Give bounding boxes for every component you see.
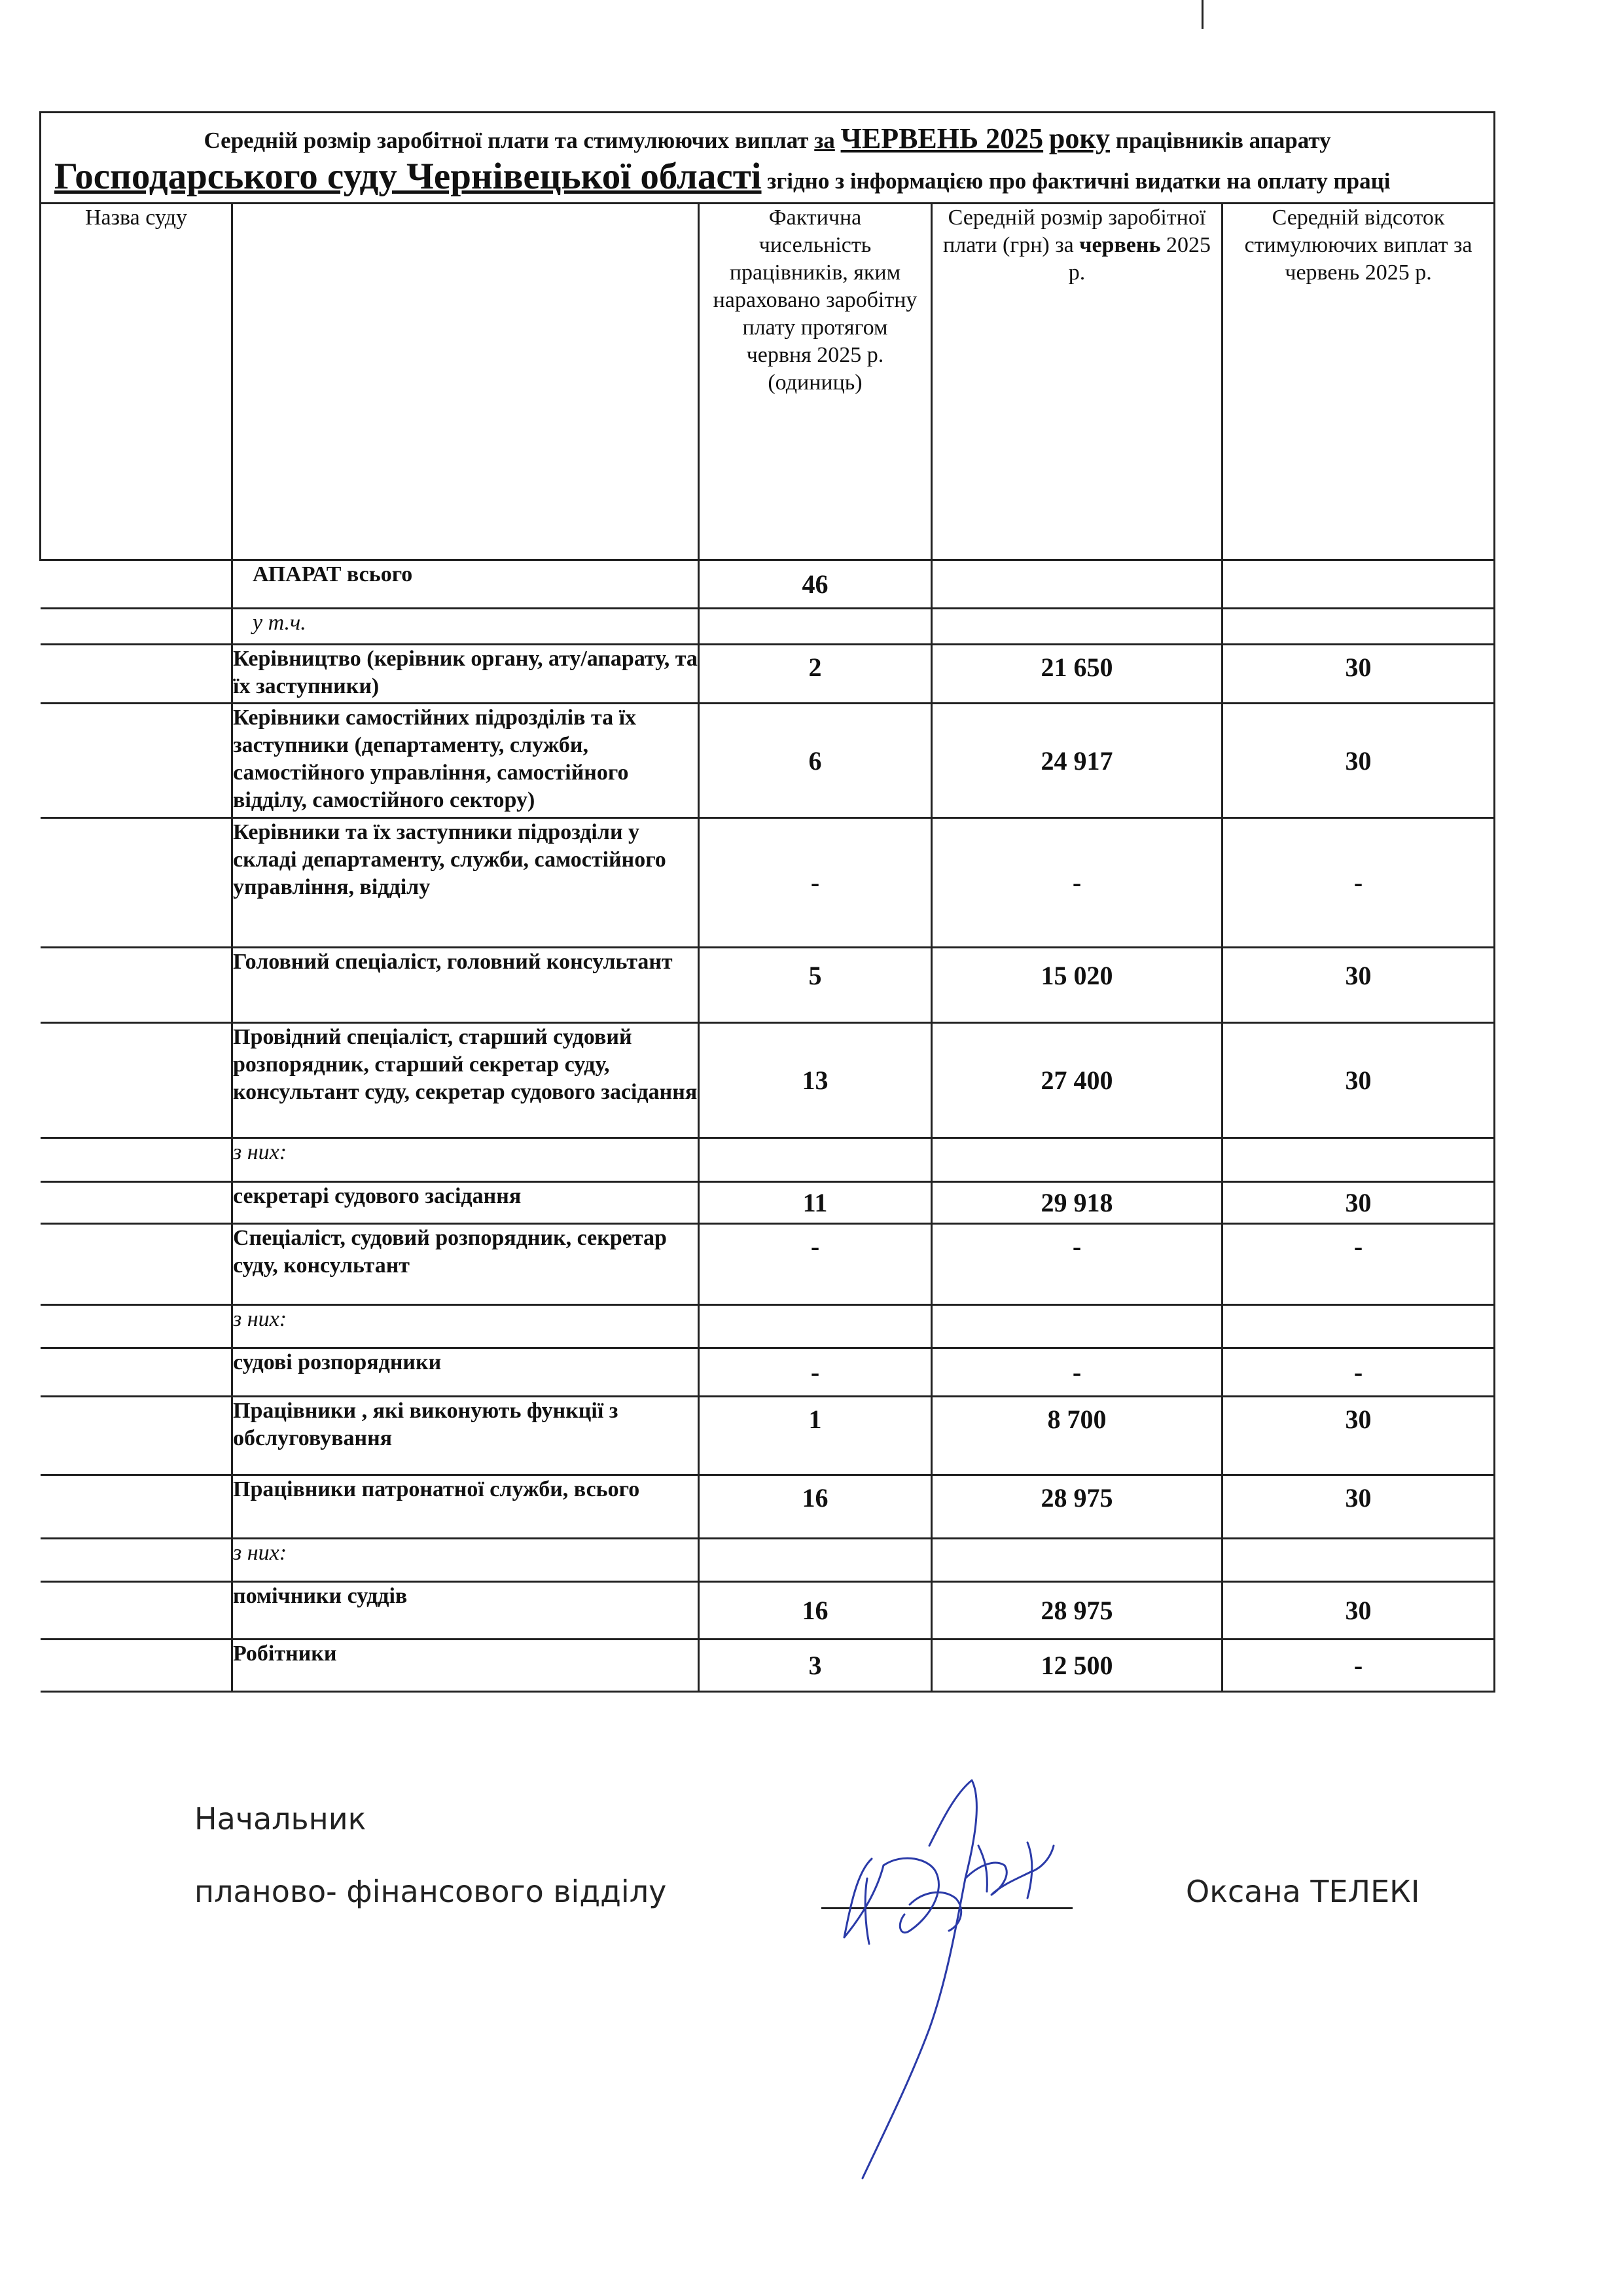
title-za: за	[814, 128, 835, 153]
title-line-1	[41, 113, 1493, 157]
row-category: Працівники , які виконують функції з обслуговування	[232, 1397, 699, 1475]
table-row	[41, 560, 1495, 609]
salary-header-prefix: Середній розмір заробітної плати (грн) за	[943, 206, 1206, 257]
court-cell	[41, 1224, 232, 1305]
table-row	[41, 645, 1495, 704]
row-salary: 28 975	[932, 1582, 1222, 1640]
row-salary	[932, 560, 1222, 609]
row-count: 16	[699, 1582, 932, 1640]
row-bonus: 30	[1222, 1397, 1495, 1475]
table-row	[41, 1397, 1495, 1475]
row-category: з них:	[232, 1539, 699, 1582]
table-row	[41, 1475, 1495, 1539]
row-count: -	[699, 818, 932, 948]
position-title: Начальник	[194, 1801, 366, 1837]
row-salary: 29 918	[932, 1182, 1222, 1224]
table-row	[41, 948, 1495, 1023]
row-salary	[932, 609, 1222, 645]
col-header-bonus: Середній відсоток стимулюючих виплат за червень 2025 р.	[1222, 204, 1495, 560]
row-count: 16	[699, 1475, 932, 1539]
row-category: Робітники	[232, 1640, 699, 1692]
title-prefix: Середній розмір заробітної плати та стимулюючих виплат	[204, 128, 809, 153]
court-cell	[41, 560, 232, 609]
salary-header-suffix: 2025 р.	[1068, 233, 1211, 285]
row-bonus: 30	[1222, 704, 1495, 818]
col-header-court: Назва суду	[41, 204, 232, 560]
row-category: у т.ч.	[232, 609, 699, 645]
corner-mark	[1202, 0, 1204, 29]
row-category: помічники суддів	[232, 1582, 699, 1640]
table-row	[41, 818, 1495, 948]
court-name: Господарського суду Чернівецької області	[54, 156, 762, 197]
row-count: 2	[699, 645, 932, 704]
row-salary	[932, 1138, 1222, 1182]
court-cell	[41, 1348, 232, 1397]
row-bonus	[1222, 609, 1495, 645]
row-category: АПАРАТ всього	[232, 560, 699, 609]
row-count: 6	[699, 704, 932, 818]
row-bonus: -	[1222, 1640, 1495, 1692]
row-bonus: 30	[1222, 645, 1495, 704]
col-header-category	[232, 204, 699, 560]
col-header-count: Фактична чисельність працівників, яким нараховано заробітну плату протягом червня 2025 р. (одиниць)	[699, 204, 932, 560]
row-bonus: -	[1222, 1224, 1495, 1305]
table-row	[41, 1582, 1495, 1640]
table-row	[41, 704, 1495, 818]
court-cell	[41, 1305, 232, 1348]
row-category: Провідний спеціаліст, старший судовий розпорядник, старший секретар суду, консультант суду, секретар судового засідання	[232, 1023, 699, 1138]
court-cell	[41, 1582, 232, 1640]
row-bonus: 30	[1222, 1582, 1495, 1640]
court-cell	[41, 645, 232, 704]
title-year: року	[1048, 122, 1111, 154]
court-cell	[41, 1397, 232, 1475]
court-cell	[41, 818, 232, 948]
row-bonus: -	[1222, 818, 1495, 948]
table-title	[41, 113, 1495, 204]
table-row	[41, 1640, 1495, 1692]
table-row	[41, 1305, 1495, 1348]
row-salary: -	[932, 1348, 1222, 1397]
title-line-2	[41, 157, 1493, 201]
row-bonus: 30	[1222, 1182, 1495, 1224]
position-department: планово- фінансового відділу	[194, 1874, 667, 1909]
court-cell	[41, 609, 232, 645]
row-count	[699, 1539, 932, 1582]
court-cell	[41, 1539, 232, 1582]
signer-name: Оксана ТЕЛЕКІ	[1186, 1874, 1420, 1909]
title-suffix: працівників апарату	[1115, 128, 1331, 153]
row-salary: 21 650	[932, 645, 1222, 704]
row-salary: 28 975	[932, 1475, 1222, 1539]
row-bonus	[1222, 1539, 1495, 1582]
row-bonus	[1222, 1138, 1495, 1182]
row-bonus: 30	[1222, 1475, 1495, 1539]
court-cell	[41, 1640, 232, 1692]
salary-table	[39, 111, 1495, 1693]
table-row	[41, 1348, 1495, 1397]
row-count: 5	[699, 948, 932, 1023]
row-bonus	[1222, 560, 1495, 609]
row-salary: 12 500	[932, 1640, 1222, 1692]
table-row	[41, 609, 1495, 645]
row-salary: -	[932, 818, 1222, 948]
row-category: Керівники самостійних підрозділів та їх заступники (департаменту, служби, самостійного управління, самостійного відділу, самостійного сектору)	[232, 704, 699, 818]
row-category: Працівники патронатної служби, всього	[232, 1475, 699, 1539]
court-cell	[41, 1138, 232, 1182]
row-salary: 8 700	[932, 1397, 1222, 1475]
row-bonus: 30	[1222, 1023, 1495, 1138]
col-header-salary	[932, 204, 1222, 560]
row-category: з них:	[232, 1138, 699, 1182]
row-count: 11	[699, 1182, 932, 1224]
row-category: секретарі судового засідання	[232, 1182, 699, 1224]
table-row	[41, 1138, 1495, 1182]
row-category: судові розпорядники	[232, 1348, 699, 1397]
row-salary: 27 400	[932, 1023, 1222, 1138]
row-category: Керівники та їх заступники підрозділи у складі департаменту, служби, самостійного управління, відділу	[232, 818, 699, 948]
row-count: 13	[699, 1023, 932, 1138]
table-row	[41, 1182, 1495, 1224]
salary-header-month: червень	[1079, 233, 1161, 257]
signature-line	[821, 1907, 1073, 1909]
table-row	[41, 1539, 1495, 1582]
row-category: Керівництво (керівник органу, ату/апарату, та їх заступники)	[232, 645, 699, 704]
row-category: з них:	[232, 1305, 699, 1348]
row-category: Головний спеціаліст, головний консультант	[232, 948, 699, 1023]
court-cell	[41, 948, 232, 1023]
row-count	[699, 1305, 932, 1348]
handwritten-signature	[831, 1767, 1067, 2186]
row-count	[699, 609, 932, 645]
row-count: 1	[699, 1397, 932, 1475]
row-salary: -	[932, 1224, 1222, 1305]
row-bonus: -	[1222, 1348, 1495, 1397]
court-cell	[41, 1023, 232, 1138]
row-salary: 24 917	[932, 704, 1222, 818]
row-salary: 15 020	[932, 948, 1222, 1023]
row-salary	[932, 1305, 1222, 1348]
row-count: -	[699, 1348, 932, 1397]
title-period: ЧЕРВЕНЬ 2025	[840, 122, 1044, 154]
row-count	[699, 1138, 932, 1182]
title-line2-suffix: згідно з інформацією про фактичні видатки на оплату праці	[767, 168, 1391, 194]
row-count: -	[699, 1224, 932, 1305]
table-row	[41, 1023, 1495, 1138]
table-row	[41, 1224, 1495, 1305]
court-cell	[41, 1475, 232, 1539]
row-category: Спеціаліст, судовий розпорядник, секретар суду, консультант	[232, 1224, 699, 1305]
row-bonus: 30	[1222, 948, 1495, 1023]
row-count: 46	[699, 560, 932, 609]
row-bonus	[1222, 1305, 1495, 1348]
court-cell	[41, 1182, 232, 1224]
row-salary	[932, 1539, 1222, 1582]
row-count: 3	[699, 1640, 932, 1692]
court-cell	[41, 704, 232, 818]
